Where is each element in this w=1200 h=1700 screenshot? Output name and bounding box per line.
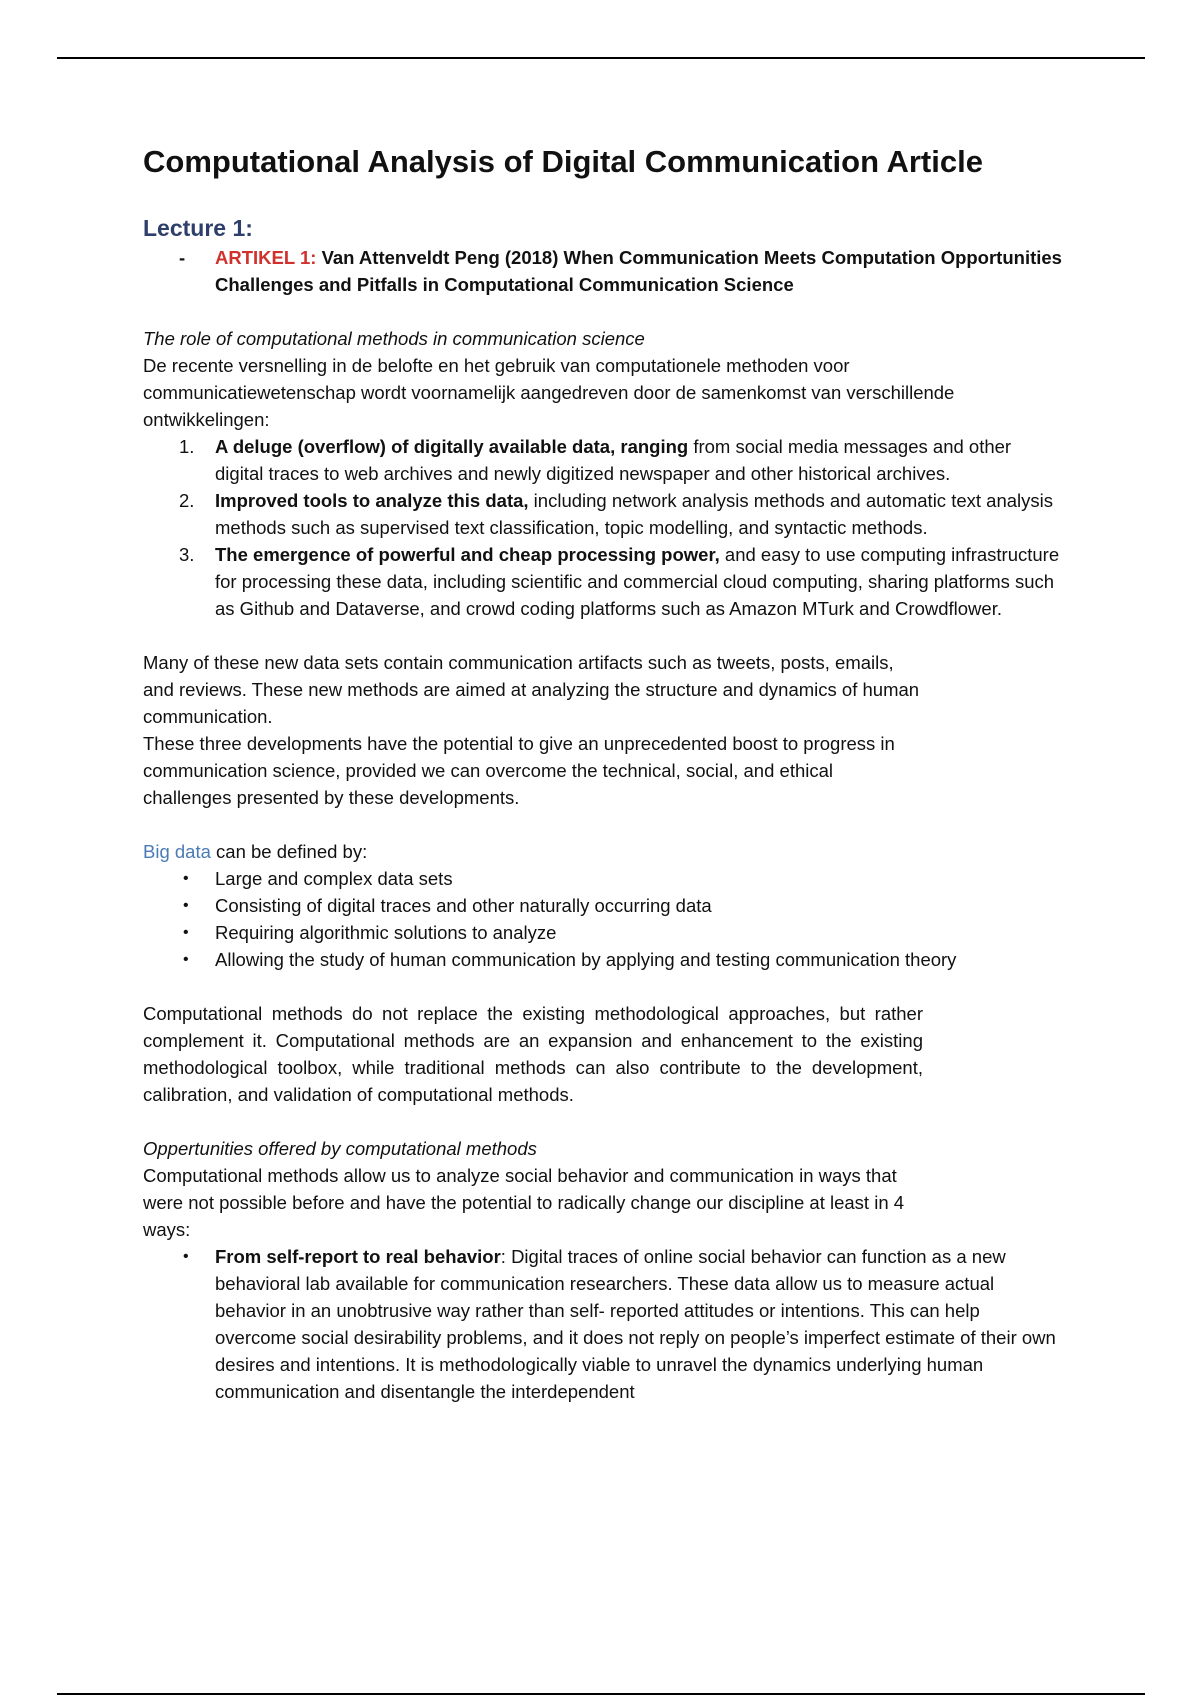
section-subtitle-opportunities: Oppertunities offered by computational methods [143,1138,537,1159]
lecture-heading: Lecture 1: [143,215,253,241]
list-item [179,487,1063,541]
list-item-text: and easy to use computing infrastructure for processing these data, including scientific and commercial cloud computing, sharing platforms such as Github and Dataverse, and crowd coding platforms such as Amazon MTurk and Crowdflower. [215,544,1060,619]
bullet-icon: • [183,924,189,941]
header-rule [57,57,1145,59]
article-list [143,244,1063,298]
article-citation: Van Attenveldt Peng (2018) When Communication Meets Computation Opportunities Challenges and Pitfalls in Computational Communication Science [215,247,1062,295]
document-page [143,140,1063,1405]
list-number: 3. [179,544,195,565]
list-item-bold: Improved tools to analyze this data, [215,490,529,511]
section-subtitle-role: The role of computational methods in communication science [143,328,645,349]
footer-rule [57,1693,1145,1695]
list-number: 1. [179,436,195,457]
list-item [183,946,1063,973]
section-intro-opportunities: Computational methods allow us to analyze social behavior and communication in ways that were not possible before and have the potential to radically change our discipline at least in 4 ways: [143,1165,905,1240]
list-item-text: including network analysis methods and automatic text analysis methods such as supervised text classification, topic modelling, and syntactic methods. [215,490,1053,538]
article-label: ARTIKEL 1: [215,247,317,268]
article-item [179,244,1063,298]
bigdata-list [143,865,1063,973]
bigdata-rest: can be defined by: [210,841,368,862]
list-item [179,541,1063,622]
list-item-text: Allowing the study of human communication by applying and testing communication theory [215,949,957,970]
section-intro-dutch: De recente versnelling in de belofte en het gebruik van computationele methoden voor communicatiewetenschap wordt voornamelijk aangedreven door de samenkomst van verschillende ontwikkelingen: [143,355,955,430]
bullet-icon: • [183,951,189,968]
paragraph-artifacts: Many of these new data sets contain communication artifacts such as tweets, posts, emails, and reviews. These new methods are aimed at analyzing the structure and dynamics of human communication. [143,652,920,727]
dash-marker: - [179,247,186,268]
list-item-bold: The emergence of powerful and cheap processing power, [215,544,720,565]
developments-list [143,433,1063,622]
list-item-text: from social media messages and other digital traces to web archives and newly digitized newspaper and other historical archives. [215,436,1012,484]
list-item-text: Requiring algorithmic solutions to analyze [215,922,557,943]
paragraph-developments: These three developments have the potential to give an unprecedented boost to progress in communication science, provided we can overcome the technical, social, and ethical challenges presented by these developments. [143,733,895,808]
bullet-icon: • [183,870,189,887]
document-title: Computational Analysis of Digital Communication Article [143,144,983,179]
bullet-icon: • [183,897,189,914]
list-number: 2. [179,490,195,511]
list-item-bold: A deluge (overflow) of digitally available data, ranging [215,436,689,457]
list-item [183,865,1063,892]
list-item-text: Consisting of digital traces and other naturally occurring data [215,895,712,916]
bullet-icon: • [183,1248,189,1265]
list-item [179,433,1063,487]
list-item [183,1243,1063,1405]
bigdata-term: Big data [143,841,211,862]
bigdata-intro [143,838,1063,865]
list-item-text: : Digital traces of online social behavior can function as a new behavioral lab available for communication researchers. These data allow us to measure actual behavior in an unobtrusive way rather than self- reported attitudes or intentions. This can help overcome social desirability problems, and it does not reply on people’s imperfect estimate of their own desires and intentions. It is methodologically viable to unravel the dynamics underlying human communication and disentangle the interdependent [215,1246,1056,1402]
list-item [183,892,1063,919]
paragraph-complement: Computational methods do not replace the existing methodological approaches, but rather complement it. Computational methods are an expansion and enhancement to the existing methodological toolbox, while traditional methods can also contribute to the development, calibration, and validation of computational methods. [143,1003,923,1105]
opportunities-list [143,1243,1063,1405]
list-item-bold: From self-report to real behavior [215,1246,501,1267]
list-item-text: Large and complex data sets [215,868,453,889]
list-item [183,919,1063,946]
